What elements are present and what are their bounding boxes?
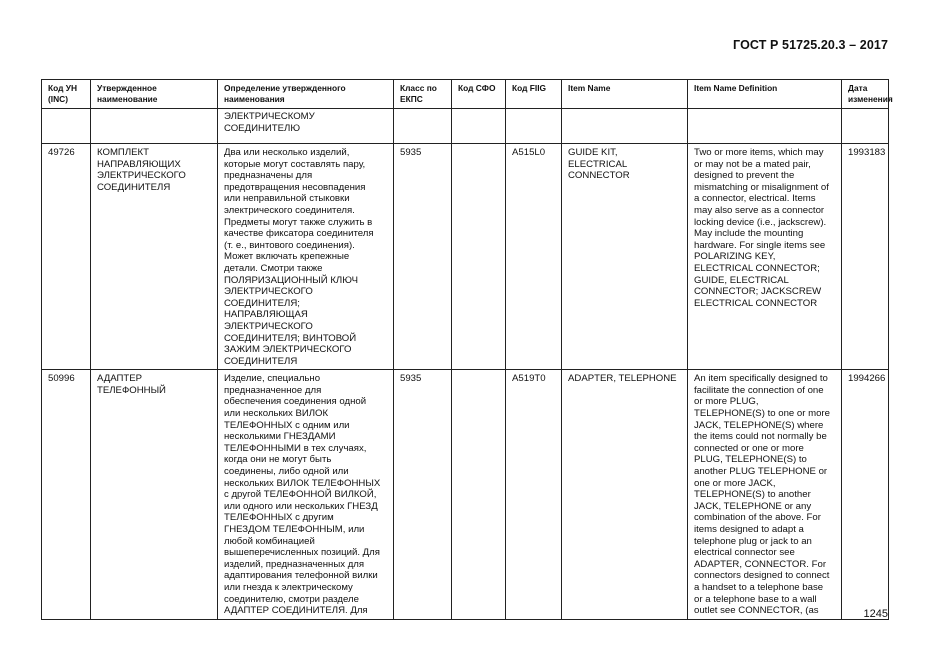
col-header-item-name-definition: Item Name Definition [688,80,842,109]
cell-item-name: ADAPTER, TELEPHONE [562,370,688,619]
cell-ekps-class: 5935 [394,144,452,370]
cell-ekps-class: 5935 [394,370,452,619]
cell-date: 1993183 [842,144,889,370]
table-row [42,370,889,619]
cell-fiig-code: A515L0 [506,144,562,370]
cell-sfo-code [452,109,506,144]
cell-inc: 50996 [42,370,91,619]
cell-item-name-definition [688,109,842,144]
col-header-ekps-class: Класс по ЕКПС [394,80,452,109]
cell-date [842,109,889,144]
table-row [42,144,889,370]
cell-item-name [562,109,688,144]
document-standard-header: ГОСТ Р 51725.20.3 – 2017 [733,38,888,52]
col-header-date: Дата изменения [842,80,889,109]
cell-definition-ru: Два или несколько изделий, которые могут составлять пару, предназначены для предотвращения несовпадения или неправильной стыковки электрического соединителя. Предметы могут также служить в качестве фиксатора соединителя (т. е., винтового соединения). Может включать крепежные детали. Смотри также ПОЛЯРИЗАЦИОННЫЙ КЛЮЧ ЭЛЕКТРИЧЕСКОГО СОЕДИНИТЕЛЯ; НАПРАВЛЯЮЩАЯ ЭЛЕКТРИЧЕСКОГО СОЕДИНИТЕЛЯ; ВИНТОВОЙ ЗАЖИМ ЭЛЕКТРИЧЕСКОГО СОЕДИНИТЕЛЯ [218,144,394,370]
cell-item-name-definition: Two or more items, which may or may not be a mated pair, designed to prevent the mismatching or misalignment of a connector, electrical. Items may also serve as a connector locking device (i.e., jackscrew). May include the mounting hardware. For single items see POLARIZING KEY, ELECTRICAL CONNECTOR; GUIDE, ELECTRICAL CONNECTOR; JACKSCREW ELECTRICAL CONNECTOR [688,144,842,370]
cell-item-name: GUIDE KIT, ELECTRICAL CONNECTOR [562,144,688,370]
cell-name-ru [91,109,218,144]
cell-fiig-code [506,109,562,144]
page-number: 1245 [863,608,888,620]
classification-table [41,79,893,620]
cell-ekps-class [394,109,452,144]
cell-sfo-code [452,144,506,370]
cell-fiig-code: A519T0 [506,370,562,619]
cell-name-ru: АДАПТЕР ТЕЛЕФОННЫЙ [91,370,218,619]
cell-inc: 49726 [42,144,91,370]
col-header-definition-ru: Определение утвержденного наименования [218,80,394,109]
cell-definition-ru: Изделие, специально предназначенное для обеспечения соединения одной или нескольких ВИЛОК ТЕЛЕФОННЫХ с одним или несколькими ГНЕЗДАМИ ТЕЛЕФОННЫМИ в тех случаях, когда они не могут быть соединены, либо одной или нескольких ВИЛОК ТЕЛЕФОННЫХ с другой ТЕЛЕФОННОЙ ВИЛКОЙ, или одного или нескольких ГНЕЗД ТЕЛЕФОННЫХ с другим ГНЕЗДОМ ТЕЛЕФОННЫМ, или любой комбинацией вышеперечисленных позиций. Для изделий, предназначенных для адаптирования телефонной вилки или гнезда к электрическому соединителю, смотри разделе АДАПТЕР СОЕДИНИТЕЛЯ. Для [218,370,394,619]
col-header-inc: Код УН (INC) [42,80,91,109]
cell-definition-ru: ЭЛЕКТРИЧЕСКОМУ СОЕДИНИТЕЛЮ [218,109,394,144]
cell-date: 1994266 [842,370,889,619]
col-header-sfo-code: Код СФО [452,80,506,109]
col-header-item-name: Item Name [562,80,688,109]
cell-sfo-code [452,370,506,619]
table-row-continuation [42,109,889,144]
col-header-name-ru: Утвержденное наименование [91,80,218,109]
cell-name-ru: КОМПЛЕКТ НАПРАВЛЯЮЩИХ ЭЛЕКТРИЧЕСКОГО СОЕДИНИТЕЛЯ [91,144,218,370]
cell-item-name-definition: An item specifically designed to facilitate the connection of one or more PLUG, TELEPHONE(S) to one or more JACK, TELEPHONE(S) where the items could not normally be connected or one or more PLUG, TELEPHONE(S) to another PLUG TELEPHONE or one or more JACK, TELEPHONE(S) to another JACK, TELEPHONE or any combination of the above. For items designed to adapt a telephone plug or jack to an electrical connector see ADAPTER, CONNECTOR. For connectors designed to connect a handset to a telephone base or a telephone base to a wall outlet see CONNECTOR, (as [688,370,842,619]
col-header-fiig-code: Код FIIG [506,80,562,109]
table-header-row [42,80,889,109]
cell-inc [42,109,91,144]
